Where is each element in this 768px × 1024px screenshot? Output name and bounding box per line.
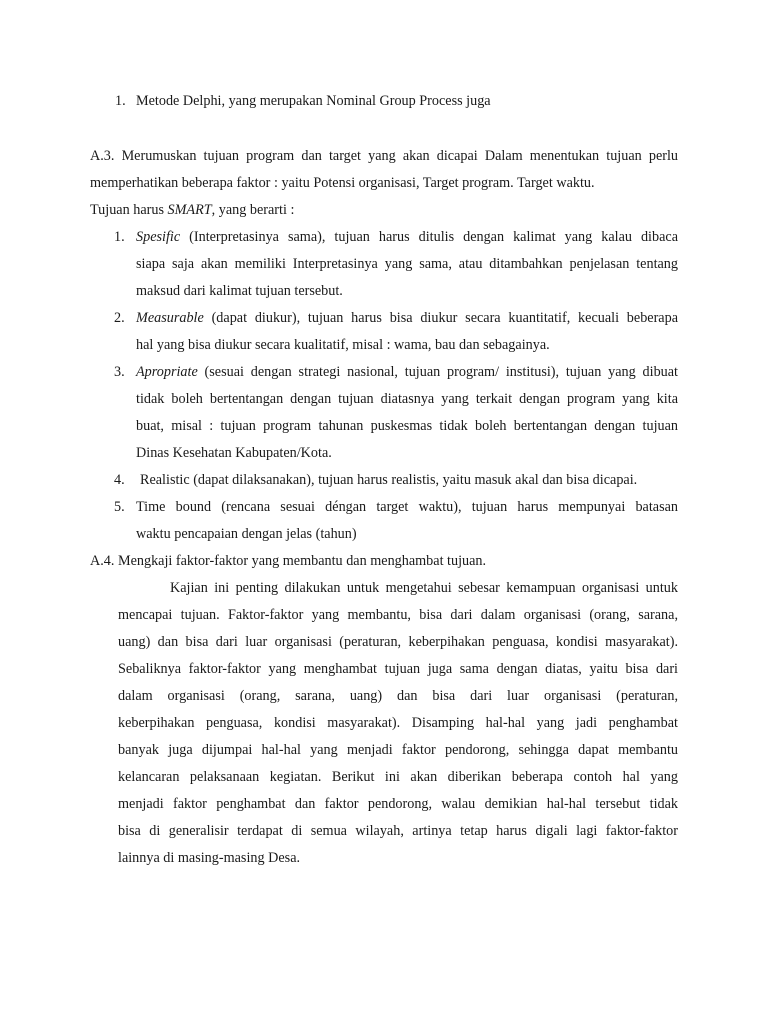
paragraph-line: dalam organisasi (orang, sarana, uang) dan bisa dari luar organisasi (peraturan, xyxy=(118,688,678,704)
list-item-text: Time bound (rencana sesuai déngan target waktu), tujuan harus mempunyai batasan xyxy=(136,499,678,515)
smart-suffix: , yang berarti : xyxy=(211,202,295,218)
paragraph-line: keberpihakan penguasa, kondisi masyarakat). Disamping hal-hal yang jadi penghambat xyxy=(118,715,678,731)
list-item-text: Dinas Kesehatan Kabupaten/Kota. xyxy=(136,445,332,461)
paragraph-line: Sebaliknya faktor-faktor yang menghambat tujuan juga sama dengan diatas, yaitu bisa dari xyxy=(118,661,678,677)
list-number: 5. xyxy=(114,499,125,515)
term-spesific: Spesific xyxy=(136,229,181,245)
list-number: 3. xyxy=(114,364,125,380)
list-item-text: Realistic (dapat dilaksanakan), tujuan harus realistis, yaitu masuk akal dan bisa dicapai. xyxy=(140,472,638,488)
list-number: 1. xyxy=(114,229,125,245)
list-item-text: Metode Delphi, yang merupakan Nominal Group Process juga xyxy=(136,93,491,109)
paragraph-line: lainnya di masing-masing Desa. xyxy=(118,850,301,866)
list-number: 4. xyxy=(114,472,125,488)
term-measurable: Measurable xyxy=(136,310,204,326)
paragraph-line: uang) dan bisa dari luar organisasi (peraturan, keberpihakan penguasa, kondisi masyarakat). xyxy=(118,634,678,650)
list-item-text xyxy=(136,363,678,381)
list-item-text: maksud dari kalimat tujuan tersebut. xyxy=(136,283,343,299)
list-item-text: siapa saja akan memiliki Interpretasinya yang sama, atau ditambahkan penjelasan tentang xyxy=(136,256,678,272)
list-item-text: hal yang bisa diukur secara kualitatif, misal : wama, bau dan sebagainya. xyxy=(136,337,550,353)
term-apropriate: Apropriate xyxy=(136,364,198,380)
paragraph-line: bisa di generalisir terdapat di semua wilayah, artinya tetap harus digali lagi faktor-faktor xyxy=(118,823,678,839)
paragraph-line: banyak juga dijumpai hal-hal yang menjadi faktor pendorong, sehingga dapat membantu xyxy=(118,742,678,758)
paragraph-line: mencapai tujuan. Faktor-faktor yang membantu, bisa dari dalam organisasi (orang, sarana, xyxy=(118,607,678,623)
item-text: (Interpretasinya sama), tujuan harus ditulis dengan kalimat yang kalau dibaca xyxy=(180,229,678,245)
paragraph-line: menjadi faktor penghambat dan faktor pendorong, walau demikian hal-hal tersebut tidak xyxy=(118,796,678,812)
item-text: (dapat diukur), tujuan harus bisa diukur secara kuantitatif, kecuali beberapa xyxy=(203,310,678,326)
smart-word: SMART xyxy=(167,202,212,218)
smart-intro xyxy=(90,201,294,219)
list-item-text: buat, misal : tujuan program tahunan puskesmas tidak boleh bertentangan dengan tujuan xyxy=(136,418,678,434)
section-a4-heading: A.4. Mengkaji faktor-faktor yang membantu dan menghambat tujuan. xyxy=(90,553,487,569)
list-item-text xyxy=(136,228,678,246)
list-number: 1. xyxy=(115,93,126,109)
smart-prefix: Tujuan harus xyxy=(90,202,168,218)
item-text: (sesuai dengan strategi nasional, tujuan program/ institusi), tujuan yang dibuat xyxy=(197,364,678,380)
list-item-text xyxy=(136,309,678,327)
paragraph-line: Kajian ini penting dilakukan untuk mengetahui sebesar kemampuan organisasi untuk xyxy=(170,580,678,596)
section-a3-heading: A.3. Merumuskan tujuan program dan target yang akan dicapai Dalam menentukan tujuan perlu xyxy=(90,148,678,164)
list-number: 2. xyxy=(114,310,125,326)
list-item-text: waktu pencapaian dengan jelas (tahun) xyxy=(136,526,357,542)
section-a3-text: memperhatikan beberapa faktor : yaitu Potensi organisasi, Target program. Target waktu. xyxy=(90,175,595,191)
list-item-text: tidak boleh bertentangan dengan tujuan diatasnya yang terkait dengan program yang kita xyxy=(136,391,678,407)
paragraph-line: kelancaran pelaksanaan kegiatan. Berikut ini akan diberikan beberapa contoh hal yang xyxy=(118,769,678,785)
